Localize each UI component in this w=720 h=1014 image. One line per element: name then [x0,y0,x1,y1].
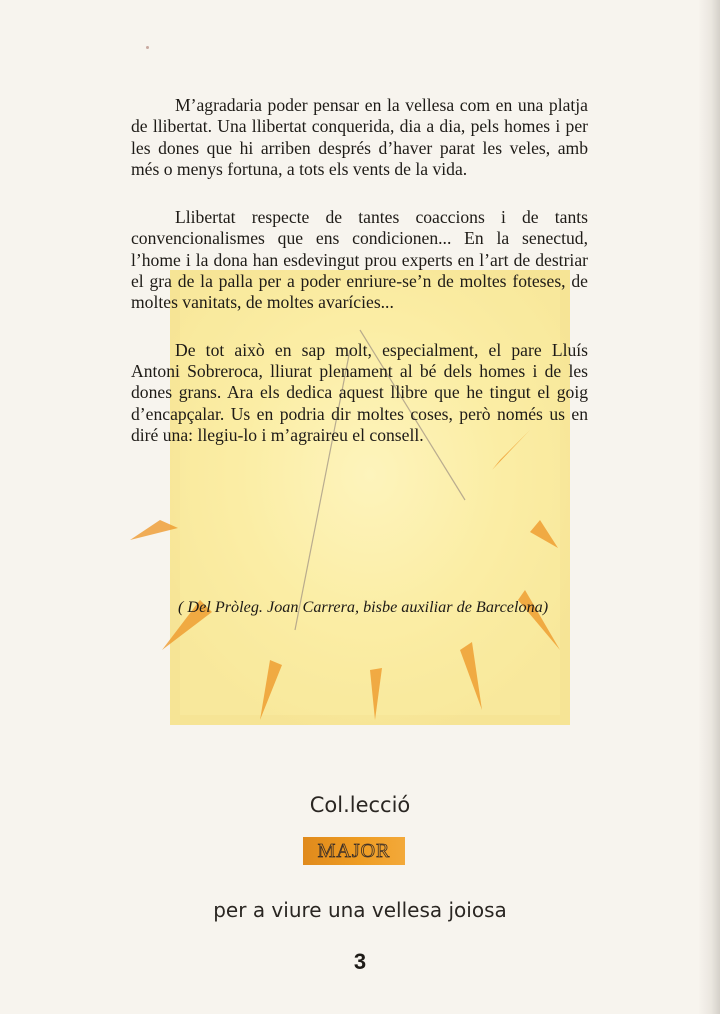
paragraph-2: Llibertat respecte de tantes coaccions i de tants convencionalismes que ens condicionen... En la senectud, l’home i la dona han esdevingut prou experts en l’art de destriar el gra de la palla per a poder enriure-se’n de moltes foteses, de moltes vanitats, de moltes avarícies... [131,207,588,313]
collection-logo-text: MAJOR [317,840,391,862]
page-number: 3 [353,949,367,974]
paragraph-3: De tot això en sap molt, especialment, el pare Lluís Antoni Sobreroca, lliurat plenament al bé dels homes i de les dones grans. Ara els dedica aquest llibre que he tingut el goig d’encapçalar. Us en podria dir moltes coses, però només us en diré una: llegiu-lo i m’agraireu el consell. [131,339,588,445]
paper-speck [146,46,149,49]
paragraph-1: M’agradaria poder pensar en la vellesa com en una platja de llibertat. Una llibertat conquerida, dia a dia, pels homes i per les dones que hi arriben després d’haver parat les veles, amb més o menys fortuna, a tots els vents de la vida. [131,95,588,179]
page-edge-shadow [698,0,720,1014]
collection-logo [303,837,405,865]
prologue-attribution: ( Del Pròleg. Joan Carrera, bisbe auxiliar de Barcelona) [178,598,549,616]
collection-label: Col.lecció [309,793,411,817]
prologue-text [131,95,588,472]
collection-tagline: per a viure una vellesa joiosa [213,898,507,922]
